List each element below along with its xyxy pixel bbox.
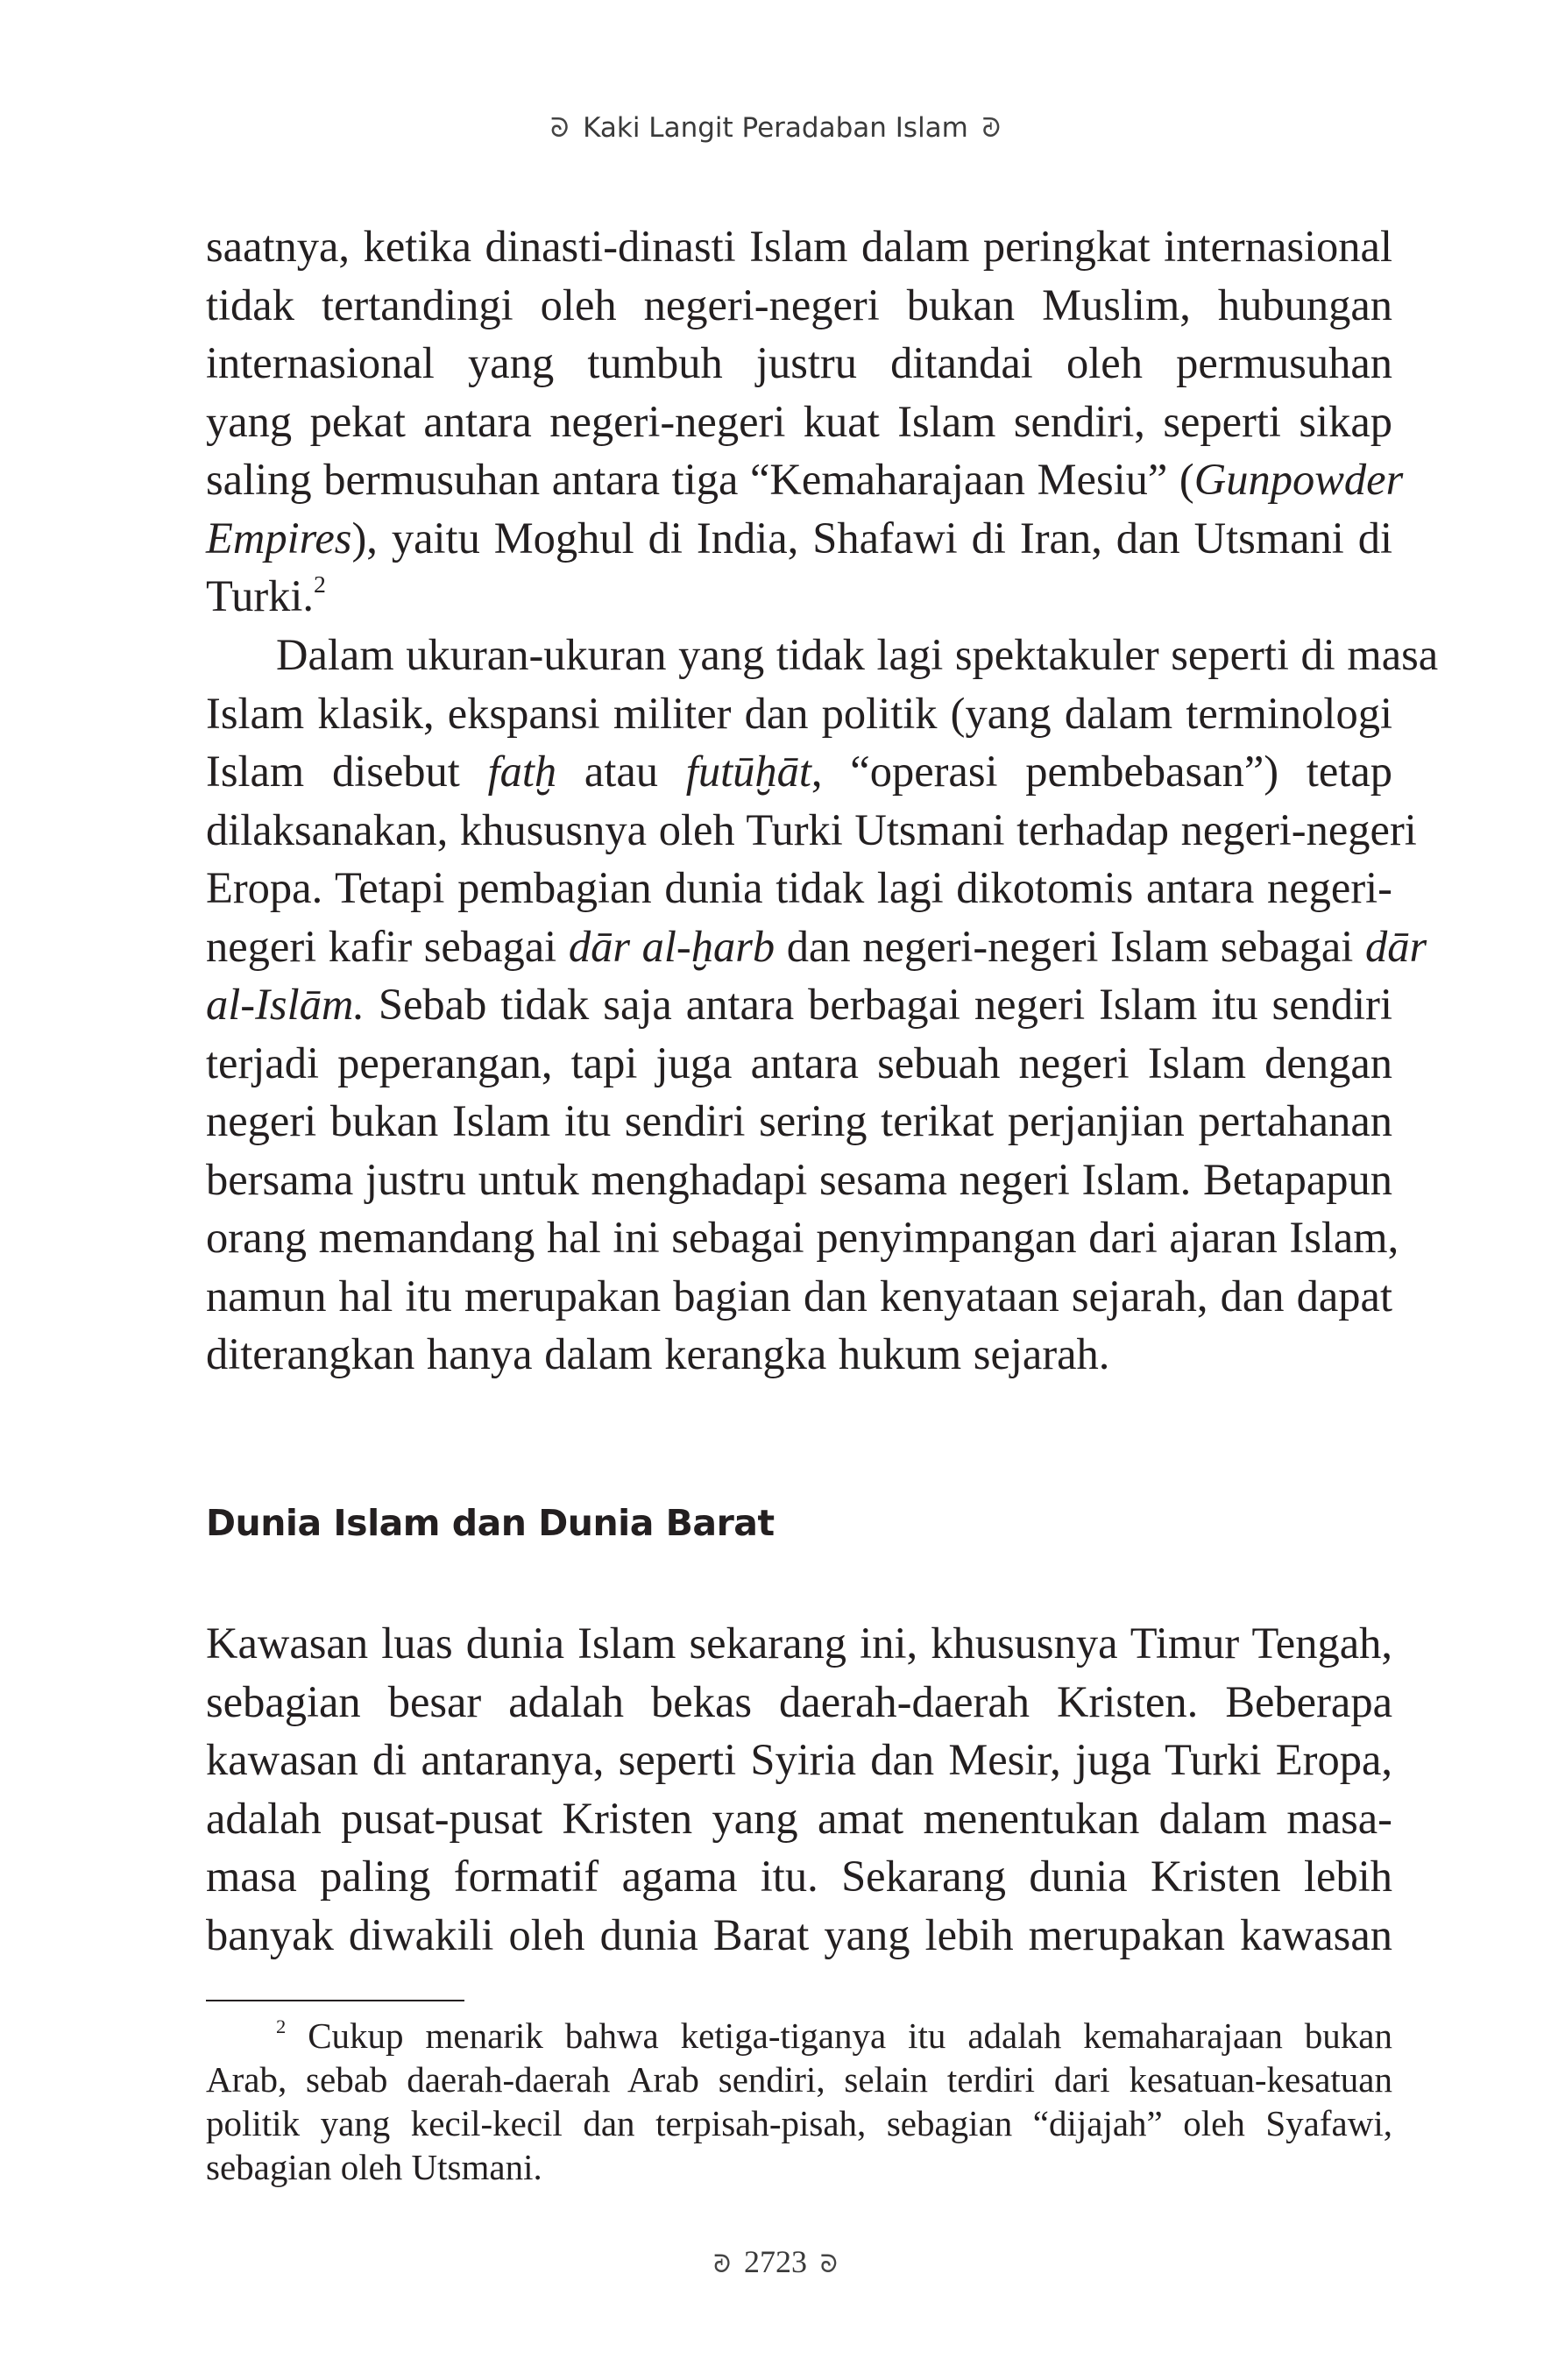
footnote-number: 2 — [276, 2015, 287, 2038]
book-title: Kaki Langit Peradaban Islam — [583, 112, 968, 144]
paragraph-1 — [206, 217, 1404, 626]
paragraph-line — [206, 742, 1392, 801]
paragraph-line: Dalam ukuran-ukuran yang tidak lagi spektakuler seperti di masa — [276, 630, 1439, 679]
paragraph-line: sebagian besar adalah bekas daerah-daerah Kristen. Beberapa — [206, 1676, 1392, 1726]
footnote — [206, 2014, 1392, 2189]
paragraph-line: saatnya, ketika dinasti-dinasti Islam dalam peringkat internasional — [206, 222, 1392, 271]
footnote-line: Arab, sebab daerah-daerah Arab sendiri, selain terdiri dari kesatuan-kesatuan — [206, 2059, 1392, 2100]
text-segment: , “operasi pembebasan”) tetap — [811, 747, 1392, 796]
footnote-divider — [206, 2000, 464, 2001]
paragraph-line: negeri bukan Islam itu sendiri sering terikat perjanjian pertahanan — [206, 1096, 1392, 1145]
right-ornament-icon: ᘑ — [981, 113, 1001, 144]
text-segment: Cukup menarik bahwa ketiga-tiganya itu adalah kemaharajaan bukan — [286, 2015, 1392, 2056]
section-heading: Dunia Islam dan Dunia Barat — [206, 1502, 775, 1544]
paragraph-line: tidak tertandingi oleh negeri-negeri bukan Muslim, hubungan — [206, 280, 1392, 329]
text-segment: atau — [556, 747, 686, 796]
page-footer — [0, 2243, 1551, 2280]
paragraph-line: adalah pusat-pusat Kristen yang amat menentukan dalam masa- — [206, 1793, 1392, 1843]
paragraph-line: diterangkan hanya dalam kerangka hukum sejarah. — [206, 1329, 1110, 1378]
paragraph-line: bersama justru untuk menghadapi sesama negeri Islam. Betapapun — [206, 1154, 1392, 1204]
paragraph-line — [206, 509, 1392, 568]
italic-term: futūḫāt — [685, 747, 811, 796]
paragraph-line: Kawasan luas dunia Islam sekarang ini, khususnya Timur Tengah, — [206, 1619, 1392, 1668]
text-segment: Turki. — [206, 571, 315, 620]
page-number: 2723 — [744, 2244, 807, 2279]
italic-term: al-Islām. — [206, 980, 365, 1029]
italic-term: fatḫ — [487, 747, 557, 796]
text-segment: ), yaitu Moghul di India, Shafawi di Iran, dan Utsmani di — [351, 513, 1392, 563]
paragraph-line: masa paling formatif agama itu. Sekarang dunia Kristen lebih — [206, 1852, 1392, 1901]
text-segment: dan negeri-negeri Islam sebagai — [775, 921, 1365, 971]
left-ornament-icon: ᘑ — [713, 2249, 731, 2278]
footnote-line: politik yang kecil-kecil dan terpisah-pisah, sebagian “dijajah” oleh Syafawi, — [206, 2103, 1392, 2143]
paragraph-line — [206, 567, 1392, 626]
paragraph-line: terjadi peperangan, tapi juga antara sebuah negeri Islam dengan — [206, 1038, 1392, 1087]
italic-term: dār — [1364, 921, 1427, 971]
paragraph-line: Islam klasik, ekspansi militer dan politik (yang dalam terminologi — [206, 688, 1392, 738]
right-ornament-icon: ᘐ — [820, 2249, 838, 2278]
paragraph-line — [206, 975, 1392, 1034]
text-segment: negeri kafir sebagai — [206, 921, 569, 971]
text-segment: saling bermusuhan antara tiga “Kemaharajaan Mesiu” ( — [206, 455, 1194, 504]
paragraph-3 — [206, 1614, 1392, 1964]
paragraph-line: yang pekat antara negeri-negeri kuat Islam sendiri, seperti sikap — [206, 396, 1392, 446]
footnote-line — [206, 2014, 1392, 2058]
paragraph-2 — [206, 626, 1439, 1384]
paragraph-line: namun hal itu merupakan bagian dan kenyataan sejarah, dan dapat — [206, 1271, 1392, 1321]
italic-term: Empires — [206, 513, 352, 563]
text-segment: Sebab tidak saja antara berbagai negeri Islam itu sendiri — [364, 980, 1392, 1029]
text-segment: Islam disebut — [206, 747, 488, 796]
footnote-line: sebagian oleh Utsmani. — [206, 2147, 542, 2187]
paragraph-line: dilaksanakan, khususnya oleh Turki Utsmani terhadap negeri-negeri — [206, 804, 1417, 854]
paragraph-line: kawasan di antaranya, seperti Syiria dan Mesir, juga Turki Eropa, — [206, 1735, 1392, 1784]
paragraph-line: orang memandang hal ini sebagai penyimpangan dari ajaran Islam, — [206, 1213, 1399, 1262]
italic-term: dār al-ḫarb — [568, 921, 776, 971]
paragraph-line: Eropa. Tetapi pembagian dunia tidak lagi dikotomis antara negeri- — [206, 863, 1392, 912]
italic-term: Gunpowder — [1193, 455, 1404, 504]
paragraph-line: banyak diwakili oleh dunia Barat yang lebih merupakan kawasan — [206, 1909, 1392, 1959]
paragraph-line — [206, 450, 1404, 509]
footnote-reference[interactable]: 2 — [314, 571, 326, 599]
paragraph-line: internasional yang tumbuh justru ditandai oleh permusuhan — [206, 338, 1392, 387]
paragraph-line — [206, 917, 1427, 976]
running-header — [0, 112, 1551, 144]
left-ornament-icon: ᘐ — [550, 113, 570, 144]
